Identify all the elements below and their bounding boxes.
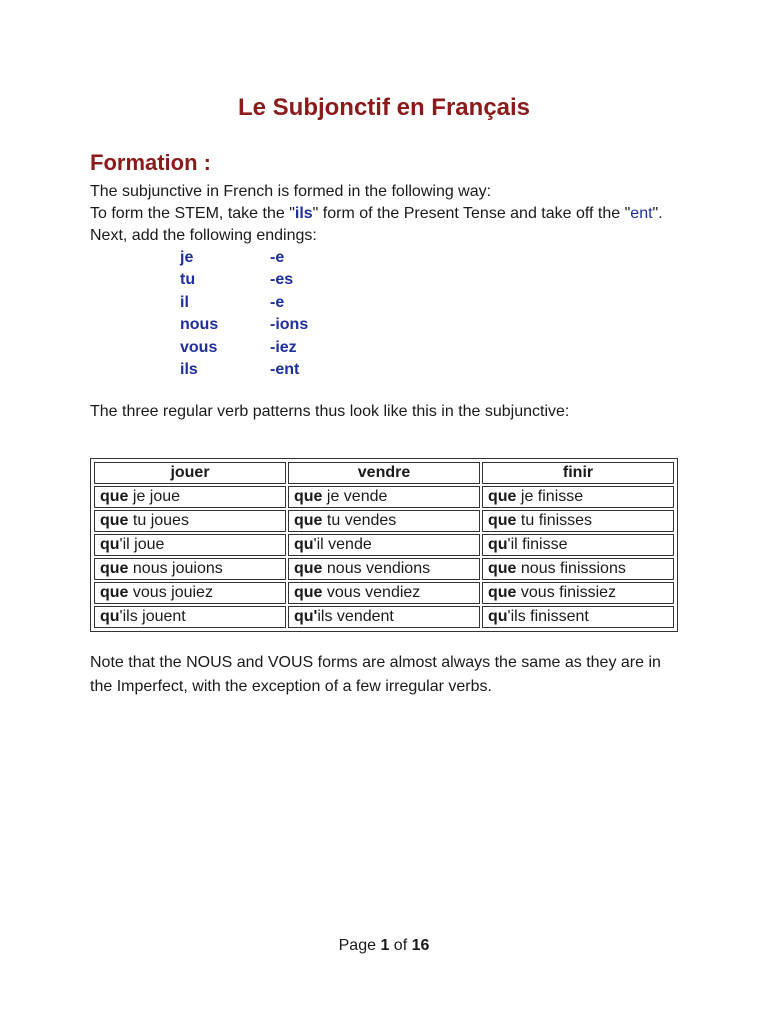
conjugated-form: 'il joue: [119, 536, 165, 553]
que-word: qu: [294, 536, 314, 553]
que-word: qu: [488, 536, 508, 553]
section-heading: Formation :: [90, 150, 211, 175]
conjugated-form: vous jouiez: [128, 584, 213, 601]
que-word: qu: [488, 608, 508, 625]
note-line-1: Note that the NOUS and VOUS forms are almost always the same as they are in: [90, 654, 661, 671]
ending-suffix: -ent: [270, 361, 300, 379]
conjugated-form: 'ils finissent: [507, 608, 589, 625]
ending-row: [180, 359, 308, 381]
conjugation-cell: [288, 582, 480, 604]
conjugation-cell: [288, 510, 480, 532]
table-row: [94, 558, 674, 580]
endings-list: [180, 247, 308, 381]
que-word: que: [294, 560, 323, 577]
conjugation-cell: [94, 606, 286, 628]
conjugated-form: je finisse: [516, 488, 584, 505]
conjugated-form: je joue: [128, 488, 181, 505]
que-word: qu': [294, 608, 318, 625]
ending-suffix: -iez: [270, 338, 297, 356]
conjugated-form: tu finisses: [516, 512, 593, 529]
conjugated-form: 'il vende: [313, 536, 372, 553]
conjugated-form: ils vendent: [317, 608, 394, 625]
ending-pronoun: il: [180, 293, 189, 311]
conjugation-cell: [482, 558, 674, 580]
conjugated-form: 'ils jouent: [119, 608, 186, 625]
ending-row: [180, 314, 308, 336]
column-header: finir: [482, 462, 674, 484]
total-pages: 16: [411, 937, 430, 954]
conjugated-form: je vende: [322, 488, 388, 505]
que-word: que: [488, 488, 517, 505]
conjugation-cell: [288, 558, 480, 580]
ending-suffix: -e: [270, 293, 285, 311]
conjugation-cell: [288, 486, 480, 508]
conjugation-cell: [94, 582, 286, 604]
conjugation-cell: [94, 558, 286, 580]
ending-row: [180, 292, 308, 314]
conjugation-cell: [94, 510, 286, 532]
conjugation-table: [90, 458, 678, 632]
intro-text: ".: [652, 205, 663, 222]
ending-suffix: -ions: [270, 316, 309, 334]
column-header: vendre: [288, 462, 480, 484]
que-word: que: [100, 512, 129, 529]
que-word: que: [488, 512, 517, 529]
intro-text: To form the STEM, take the ": [90, 205, 295, 222]
column-header: jouer: [94, 462, 286, 484]
table-row: [94, 606, 674, 628]
conjugated-form: nous jouions: [128, 560, 223, 577]
intro-line-1: The subjunctive in French is formed in the following way:: [90, 183, 492, 200]
conjugation-cell: [94, 486, 286, 508]
que-word: que: [294, 512, 323, 529]
table-row: [94, 486, 674, 508]
que-word: qu: [100, 608, 120, 625]
que-word: que: [488, 584, 517, 601]
conjugated-form: vous finissiez: [516, 584, 617, 601]
page-label: Page: [338, 937, 381, 954]
table-header-row: [94, 462, 674, 484]
intro-line-2: [90, 203, 663, 225]
conjugated-form: vous vendiez: [322, 584, 421, 601]
table-row: [94, 534, 674, 556]
conjugation-cell: [482, 606, 674, 628]
conjugation-cell: [482, 534, 674, 556]
ils-highlight: ils: [294, 205, 313, 222]
que-word: que: [100, 560, 129, 577]
table-row: [94, 510, 674, 532]
intro-line-3: Next, add the following endings:: [90, 227, 317, 244]
ending-pronoun: ils: [180, 361, 198, 379]
conjugated-form: tu joues: [128, 512, 189, 529]
conjugation-cell: [288, 606, 480, 628]
patterns-intro: The three regular verb patterns thus look like this in the subjunctive:: [90, 403, 570, 420]
ending-row: [180, 247, 308, 269]
page-title: Le Subjonctif en Français: [237, 94, 531, 121]
of-label: of: [389, 937, 412, 954]
ending-row: [180, 269, 308, 291]
conjugated-form: nous vendions: [322, 560, 431, 577]
table-row: [94, 582, 674, 604]
intro-text: " form of the Present Tense and take off the ": [312, 205, 631, 222]
ending-pronoun: vous: [180, 338, 218, 356]
ending-row: [180, 337, 308, 359]
note-line-2: the Imperfect, with the exception of a few irregular verbs.: [90, 678, 492, 695]
ending-pronoun: tu: [180, 271, 196, 289]
que-word: que: [100, 488, 129, 505]
que-word: que: [294, 488, 323, 505]
que-word: que: [100, 584, 129, 601]
conjugated-form: 'il finisse: [507, 536, 568, 553]
ent-highlight: ent: [630, 205, 653, 222]
que-word: que: [294, 584, 323, 601]
ending-pronoun: nous: [180, 316, 219, 334]
page-footer: [0, 937, 768, 955]
ending-suffix: -es: [270, 271, 294, 289]
ending-suffix: -e: [270, 249, 285, 266]
ending-pronoun: je: [180, 249, 194, 266]
current-page: 1: [380, 937, 390, 954]
conjugation-cell: [482, 486, 674, 508]
conjugated-form: tu vendes: [322, 512, 397, 529]
conjugated-form: nous finissions: [516, 560, 626, 577]
conjugation-cell: [94, 534, 286, 556]
conjugation-cell: [482, 582, 674, 604]
que-word: que: [488, 560, 517, 577]
conjugation-cell: [482, 510, 674, 532]
que-word: qu: [100, 536, 120, 553]
conjugation-cell: [288, 534, 480, 556]
